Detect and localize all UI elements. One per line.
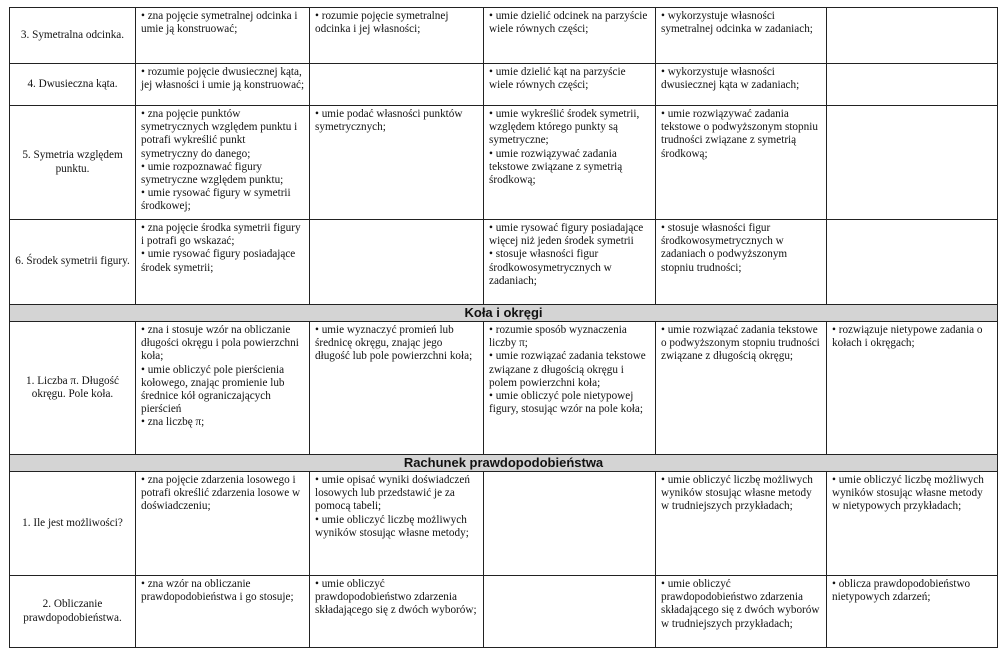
- grade-cell: [136, 576, 310, 648]
- requirement-item: • zna pojęcie symetralnej odcinka i umie ją konstruować;: [141, 10, 298, 36]
- requirement-item: • umie rozwiązać zadania tekstowe o podwyższonym stopniu trudności związane z długością okręgu;: [661, 324, 820, 363]
- grade-cell: [656, 220, 827, 305]
- requirement-item: • stosuje własności figur środkowosymetrycznych w zadaniach o podwyższonym stopniu trudności;: [661, 222, 788, 274]
- grade-cell: [136, 106, 310, 220]
- table-row: [10, 64, 998, 106]
- grade-cell: [827, 220, 998, 305]
- grade-cell: [310, 472, 484, 576]
- requirement-item: • umie obliczyć liczbę możliwych wyników stosując własne metody;: [315, 513, 469, 539]
- grade-cell: [827, 322, 998, 455]
- requirement-item: • umie rozwiązywać zadania tekstowe o podwyższonym stopniu trudności związane z symetrią środkową;: [661, 108, 818, 160]
- grade-cell: [484, 220, 656, 305]
- requirement-item: • umie obliczyć prawdopodobieństwo zdarzenia składającego się z dwóch wyborów;: [315, 578, 477, 617]
- topic-cell: 5. Symetria względem punktu.: [10, 106, 136, 220]
- grade-cell: [484, 472, 656, 576]
- section-title: Koła i okręgi: [10, 305, 998, 322]
- requirements-table: [9, 7, 998, 648]
- requirement-item: • umie obliczyć liczbę możliwych wyników stosując własne metody w trudniejszych przykładach;: [661, 474, 813, 513]
- grade-cell: [484, 64, 656, 106]
- requirement-item: • umie rozwiązywać zadania tekstowe związane z symetrią środkową;: [489, 147, 623, 187]
- requirement-item: • zna i stosuje wzór na obliczanie długości okręgu i pola powierzchni koła;: [141, 324, 299, 363]
- requirement-item: • zna wzór na obliczanie prawdopodobieństwa i go stosuje;: [141, 578, 294, 604]
- requirement-item: • rozumie pojęcie dwusiecznej kąta, jej własności i umie ją konstruować;: [141, 66, 305, 92]
- requirement-item: • umie rysować figury posiadające więcej niż jeden środek symetrii: [489, 222, 644, 248]
- grade-cell: [827, 106, 998, 220]
- requirement-item: • rozumie pojęcie symetralnej odcinka i jej własności;: [315, 10, 449, 36]
- table-body: [10, 8, 998, 648]
- grade-cell: [136, 8, 310, 64]
- requirement-item: • umie rozwiązać zadania tekstowe związane z długością okręgu i polem powierzchni koła;: [489, 350, 646, 389]
- requirement-item: • zna liczbę π;: [141, 416, 205, 429]
- grade-cell: [484, 8, 656, 64]
- section-header-row: [10, 305, 998, 322]
- requirement-item: • umie dzielić odcinek na parzyście wiele równych części;: [489, 10, 648, 36]
- grade-cell: [656, 106, 827, 220]
- requirement-item: • wykorzystuje własności symetralnej odcinka w zadaniach;: [661, 10, 813, 36]
- grade-cell: [310, 106, 484, 220]
- grade-cell: [136, 64, 310, 106]
- grade-cell: [484, 106, 656, 220]
- grade-cell: [136, 220, 310, 305]
- section-header-row: [10, 455, 998, 472]
- grade-cell: [484, 322, 656, 455]
- grade-cell: [310, 322, 484, 455]
- requirement-item: • zna pojęcie zdarzenia losowego i potrafi określić zdarzenia losowe w doświadczeniu;: [141, 474, 301, 513]
- requirement-item: • umie rysować figury posiadające środek symetrii;: [141, 248, 296, 274]
- requirement-item: • umie obliczyć pole pierścienia kołowego, znając promienie lub średnice kół ograniczających pierścień: [141, 363, 285, 416]
- grade-cell: [827, 8, 998, 64]
- requirement-item: • rozumie sposób wyznaczenia liczby π;: [489, 324, 627, 350]
- requirement-item: • umie obliczyć pole nietypowej figury, stosując wzór na pole koła;: [489, 390, 643, 416]
- requirement-item: • oblicza prawdopodobieństwo nietypowych zdarzeń;: [832, 578, 971, 604]
- requirement-item: • umie obliczyć liczbę możliwych wyników stosując własne metody w nietypowych przykładach;: [832, 474, 984, 513]
- topic-cell: 4. Dwusieczna kąta.: [10, 64, 136, 106]
- table-row: [10, 8, 998, 64]
- grade-cell: [310, 8, 484, 64]
- requirement-item: • umie opisać wyniki doświadczeń losowych lub przedstawić je za pomocą tabeli;: [315, 474, 470, 513]
- requirement-item: • umie wykreślić środek symetrii, względem którego punkty są symetryczne;: [489, 108, 640, 147]
- requirement-item: • zna pojęcie środka symetrii figury i potrafi go wskazać;: [141, 222, 301, 248]
- requirement-item: • umie dzielić kąt na parzyście wiele równych części;: [489, 66, 626, 92]
- requirement-item: • umie obliczyć prawdopodobieństwo zdarzenia składającego się z dwóch wyborów w trudniejszych przykładach;: [661, 578, 820, 630]
- requirement-item: • rozwiązuje nietypowe zadania o kołach i okręgach;: [832, 324, 983, 350]
- table-row: [10, 106, 998, 220]
- grade-cell: [310, 64, 484, 106]
- requirement-item: • umie podać własności punktów symetrycznych;: [315, 108, 463, 134]
- table-row: [10, 322, 998, 455]
- grade-cell: [827, 472, 998, 576]
- grade-cell: [656, 576, 827, 648]
- grade-cell: [827, 64, 998, 106]
- requirement-item: • umie rozpoznawać figury symetryczne względem punktu;: [141, 160, 284, 187]
- table-row: [10, 220, 998, 305]
- requirement-item: • zna pojęcie punktów symetrycznych względem punktu i potrafi wykreślić punkt symetryczny do danego;: [141, 108, 298, 160]
- topic-cell: 3. Symetralna odcinka.: [10, 8, 136, 64]
- grade-cell: [827, 576, 998, 648]
- requirement-item: • wykorzystuje własności dwusiecznej kąta w zadaniach;: [661, 66, 800, 92]
- section-title: Rachunek prawdopodobieństwa: [10, 455, 998, 472]
- table-row: [10, 472, 998, 576]
- grade-cell: [656, 8, 827, 64]
- grade-cell: [136, 322, 310, 455]
- grade-cell: [310, 576, 484, 648]
- grade-cell: [656, 64, 827, 106]
- topic-cell: 2. Obliczanie prawdopodobieństwa.: [10, 576, 136, 648]
- grade-cell: [656, 472, 827, 576]
- grade-cell: [136, 472, 310, 576]
- requirement-item: • umie wyznaczyć promień lub średnicę okręgu, znając jego długość lub pole powierzchni koła;: [315, 324, 473, 363]
- table-row: [10, 576, 998, 648]
- requirement-item: • umie rysować figury w symetrii środkowej;: [141, 187, 291, 213]
- grade-cell: [484, 576, 656, 648]
- grade-cell: [310, 220, 484, 305]
- grade-cell: [656, 322, 827, 455]
- topic-cell: 1. Liczba π. Długość okręgu. Pole koła.: [10, 322, 136, 455]
- requirement-item: • stosuje własności figur środkowosymetrycznych w zadaniach;: [489, 248, 612, 287]
- topic-cell: 1. Ile jest możliwości?: [10, 472, 136, 576]
- topic-cell: 6. Środek symetrii figury.: [10, 220, 136, 305]
